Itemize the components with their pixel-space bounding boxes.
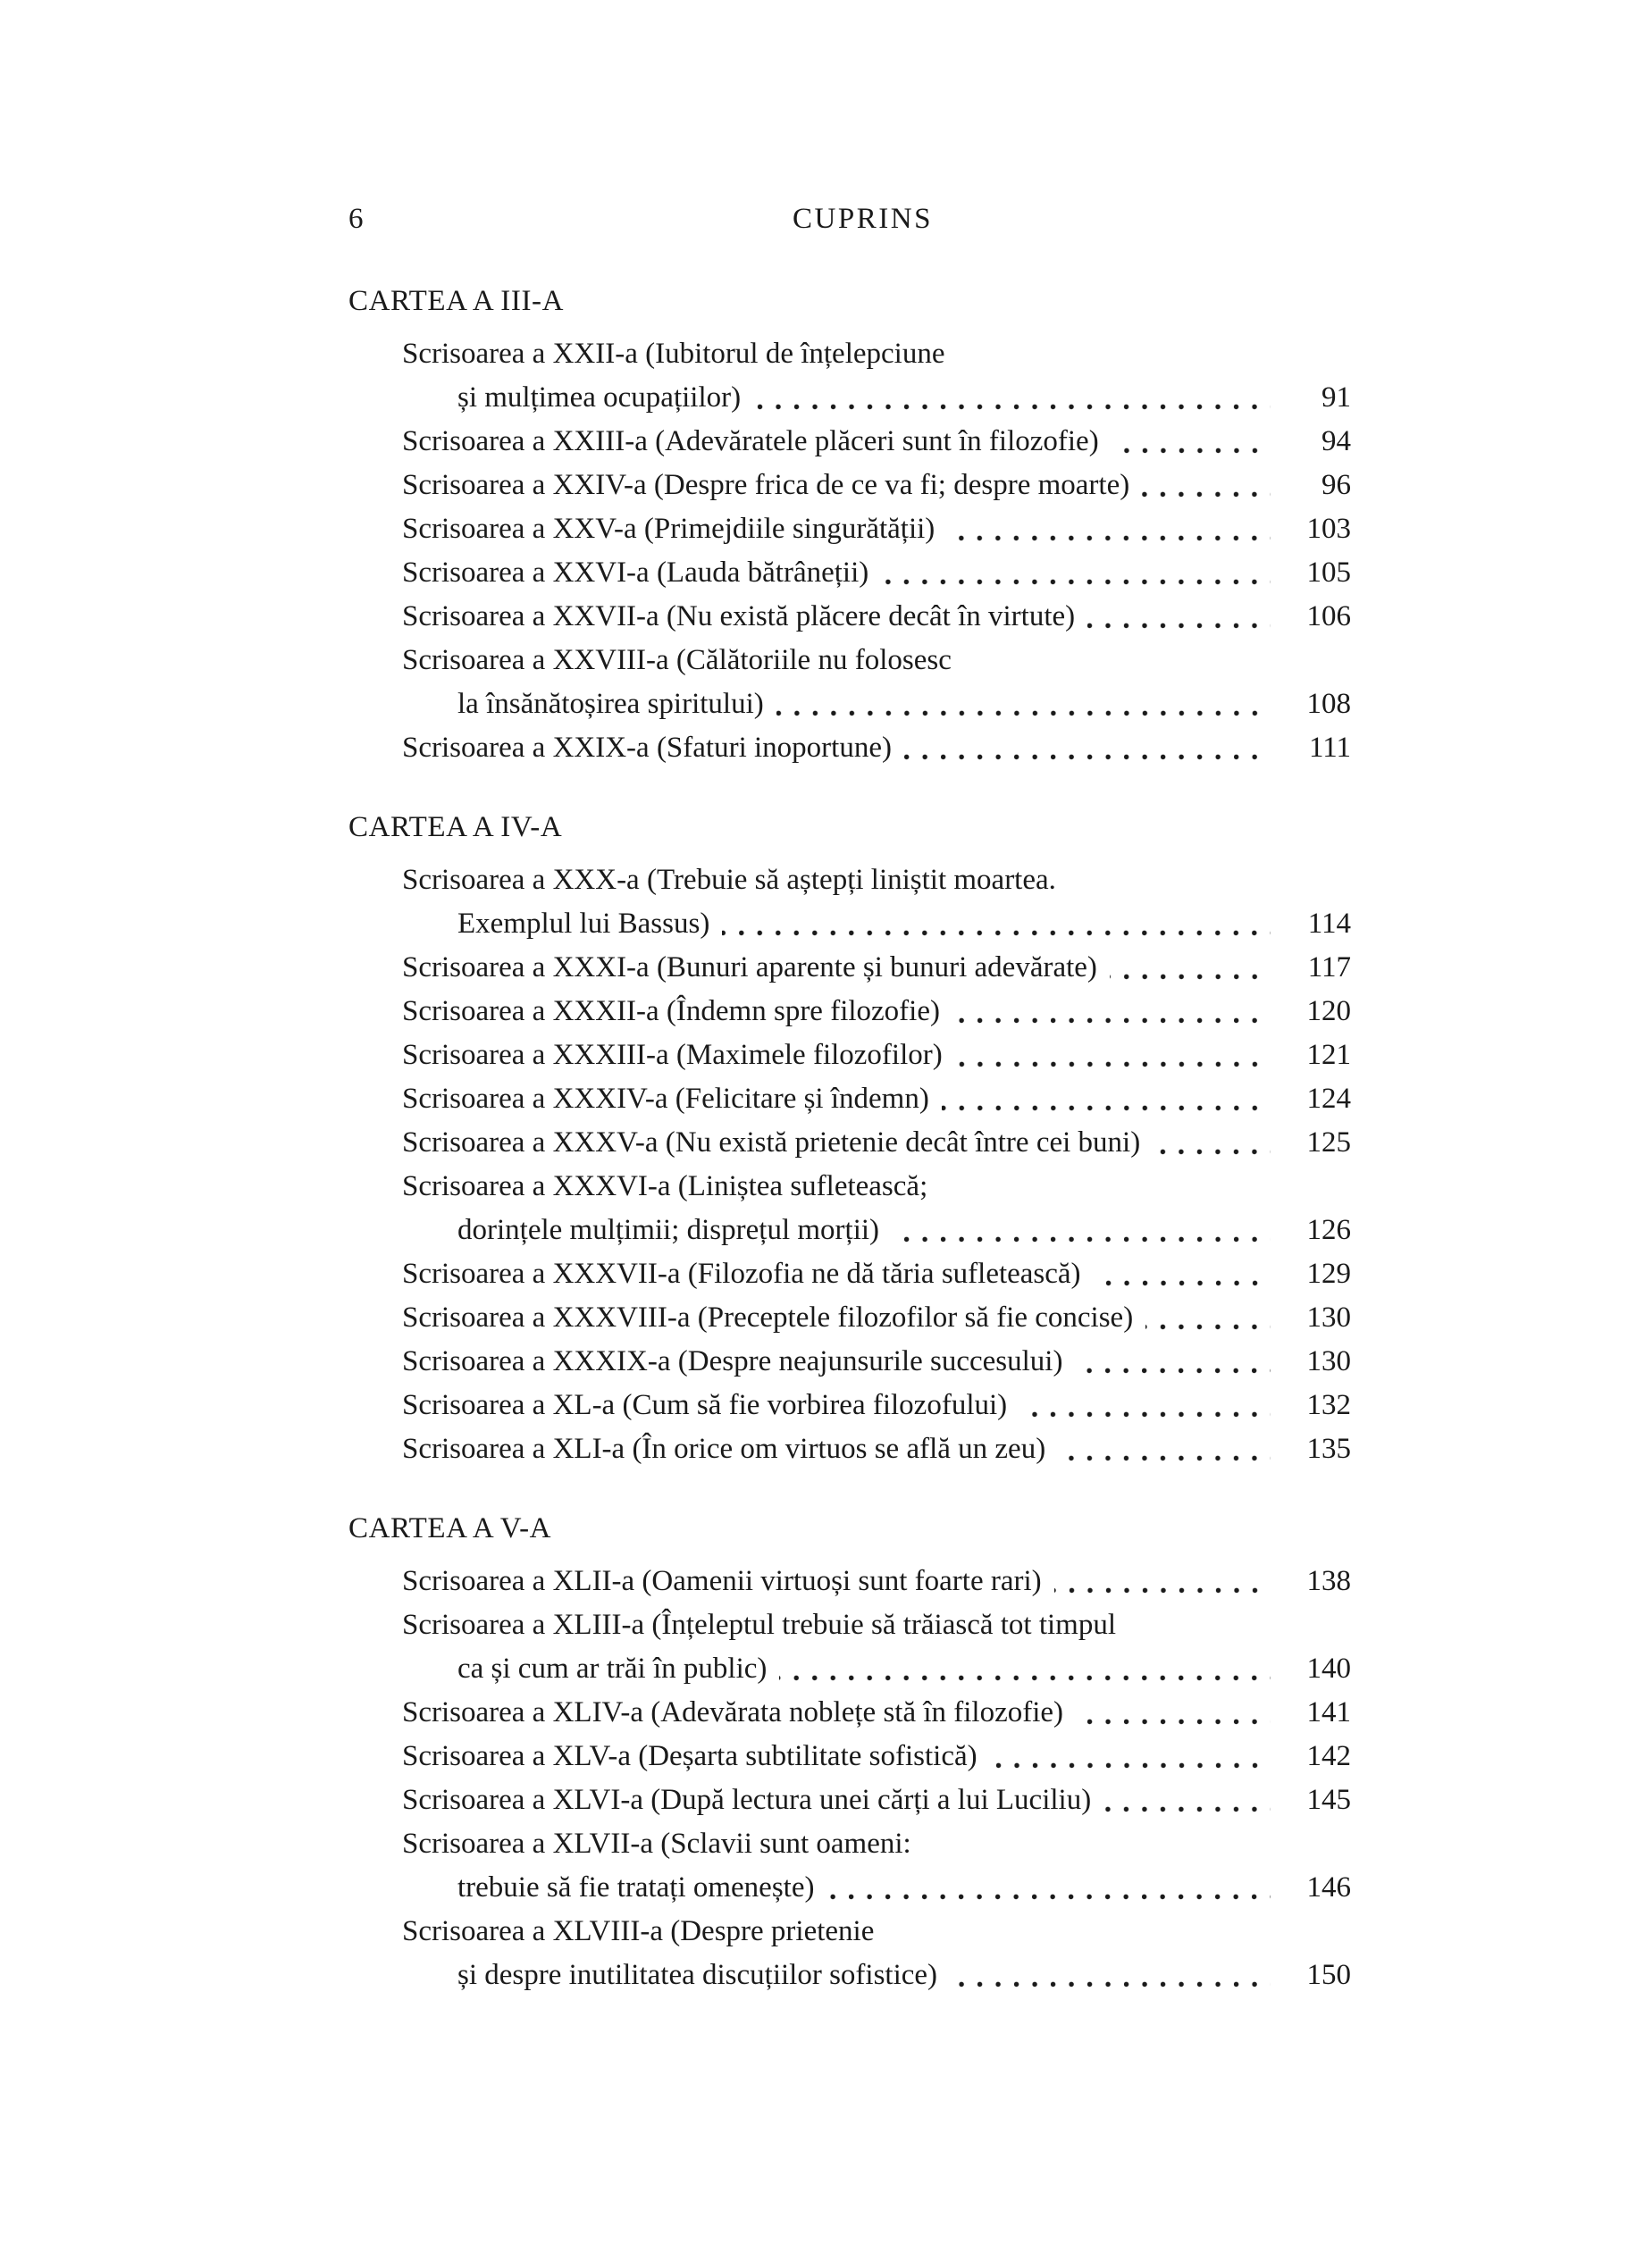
dot-leader bbox=[942, 1105, 1271, 1111]
dot-leader bbox=[826, 1894, 1271, 1900]
entry-page-number: 145 bbox=[1306, 1784, 1351, 1816]
entry-text: la însănătoșirea spiritului) bbox=[457, 688, 764, 720]
entry-text: Scrisoarea a XLVIII-a (Despre prietenie bbox=[402, 1915, 875, 1947]
dot-leader bbox=[950, 1981, 1271, 1988]
dot-leader bbox=[1145, 1324, 1271, 1330]
toc-entry-row bbox=[348, 682, 1351, 726]
toc-entry-row bbox=[348, 376, 1351, 420]
toc-entry-row bbox=[348, 332, 1351, 376]
dot-leader bbox=[1054, 1587, 1271, 1594]
entry-page-number: 106 bbox=[1306, 600, 1351, 632]
entry-text: și mulțimea ocupațiilor) bbox=[457, 381, 742, 414]
table-of-contents bbox=[348, 197, 1351, 1997]
toc-entry-row bbox=[348, 1077, 1351, 1121]
toc-entry-row bbox=[348, 639, 1351, 682]
dot-leader bbox=[881, 579, 1271, 585]
dot-leader bbox=[1087, 623, 1271, 629]
page-header-row bbox=[348, 197, 1351, 241]
dot-leader bbox=[947, 535, 1271, 541]
toc-sections bbox=[348, 280, 1351, 1997]
toc-entry-row bbox=[348, 990, 1351, 1034]
entry-page-number: 94 bbox=[1321, 425, 1351, 457]
dot-leader bbox=[722, 930, 1271, 936]
toc-entry-row bbox=[348, 1384, 1351, 1427]
toc-entry-row bbox=[348, 1778, 1351, 1822]
dot-leader bbox=[955, 1061, 1271, 1067]
toc-entry-row bbox=[348, 1209, 1351, 1252]
entry-page-number: 150 bbox=[1306, 1959, 1351, 1991]
entry-page-number: 103 bbox=[1306, 513, 1351, 545]
entry-page-number: 96 bbox=[1321, 469, 1351, 501]
dot-leader bbox=[952, 1017, 1271, 1024]
entry-text: Scrisoarea a XXII-a (Iubitorul de înțelepciune bbox=[402, 338, 945, 370]
page-number-folio: 6 bbox=[348, 203, 364, 235]
dot-leader bbox=[1103, 1806, 1271, 1812]
entry-text: Scrisoarea a XXVI-a (Lauda bătrâneții) bbox=[402, 557, 869, 589]
dot-leader bbox=[1142, 491, 1271, 498]
entry-page-number: 132 bbox=[1306, 1389, 1351, 1421]
entry-page-number: 140 bbox=[1306, 1653, 1351, 1685]
entry-text: Scrisoarea a XXX-a (Trebuie să aștepți liniștit moartea. bbox=[402, 864, 1056, 896]
toc-entry-row bbox=[348, 1252, 1351, 1296]
toc-entry-row bbox=[348, 1034, 1351, 1077]
dot-leader bbox=[1094, 1280, 1271, 1286]
dot-leader bbox=[1112, 448, 1271, 454]
entry-page-number: 111 bbox=[1308, 732, 1351, 764]
dot-leader bbox=[1075, 1368, 1271, 1374]
entry-text: Scrisoarea a XXXIX-a (Despre neajunsurile succesului) bbox=[402, 1345, 1063, 1377]
dot-leader bbox=[779, 1675, 1271, 1681]
entry-text: dorințele mulțimii; disprețul morții) bbox=[457, 1214, 880, 1246]
section-title: CARTEA A V-A bbox=[348, 1512, 552, 1544]
entry-text: Scrisoarea a XXXII-a (Îndemn spre filozofie) bbox=[402, 995, 940, 1027]
toc-entry-row bbox=[348, 858, 1351, 902]
entry-text: Scrisoarea a XXXV-a (Nu există prietenie decât între cei buni) bbox=[402, 1126, 1141, 1159]
toc-entry-row bbox=[348, 1560, 1351, 1603]
entry-page-number: 121 bbox=[1306, 1039, 1351, 1071]
toc-entry-row bbox=[348, 946, 1351, 990]
toc-entry-row bbox=[348, 1647, 1351, 1691]
dot-leader bbox=[990, 1762, 1271, 1769]
entry-text: Scrisoarea a XLIV-a (Adevărata noblețe stă în filozofie) bbox=[402, 1696, 1064, 1728]
entry-page-number: 141 bbox=[1306, 1696, 1351, 1728]
toc-entry-row bbox=[348, 1165, 1351, 1209]
entry-text: ca și cum ar trăi în public) bbox=[457, 1653, 768, 1685]
toc-entry-row bbox=[348, 1822, 1351, 1866]
toc-entry-row bbox=[348, 726, 1351, 770]
toc-entry-row bbox=[348, 1121, 1351, 1165]
entry-text: trebuie să fie tratați omenește) bbox=[457, 1871, 815, 1904]
dot-leader bbox=[1110, 974, 1271, 980]
entry-page-number: 91 bbox=[1321, 381, 1351, 414]
entry-page-number: 117 bbox=[1307, 951, 1351, 983]
entry-page-number: 124 bbox=[1306, 1083, 1351, 1115]
section-title: CARTEA A IV-A bbox=[348, 811, 563, 843]
dot-leader bbox=[904, 754, 1271, 760]
dot-leader bbox=[1076, 1719, 1271, 1725]
entry-text: Scrisoarea a XXVIII-a (Călătoriile nu folosesc bbox=[402, 644, 952, 676]
toc-entry-row bbox=[348, 1427, 1351, 1471]
toc-entry-row bbox=[348, 1866, 1351, 1910]
toc-entry-row bbox=[348, 1910, 1351, 1954]
entry-text: Scrisoarea a XXIV-a (Despre frica de ce va fi; despre moarte) bbox=[402, 469, 1130, 501]
entry-text: Scrisoarea a XXXI-a (Bunuri aparente și bunuri adevărate) bbox=[402, 951, 1097, 983]
entry-text: Scrisoarea a XL-a (Cum să fie vorbirea filozofului) bbox=[402, 1389, 1008, 1421]
toc-entry-row bbox=[348, 551, 1351, 595]
entry-text: Scrisoarea a XXXIV-a (Felicitare și îndemn) bbox=[402, 1083, 929, 1115]
entry-page-number: 130 bbox=[1306, 1345, 1351, 1377]
dot-leader bbox=[892, 1236, 1271, 1243]
entry-page-number: 105 bbox=[1306, 557, 1351, 589]
entry-page-number: 108 bbox=[1306, 688, 1351, 720]
section-title: CARTEA A III-A bbox=[348, 285, 565, 317]
dot-leader bbox=[1058, 1455, 1271, 1461]
entry-text: Scrisoarea a XLVII-a (Sclavii sunt oameni: bbox=[402, 1828, 911, 1860]
toc-section bbox=[348, 806, 1351, 1471]
entry-page-number: 126 bbox=[1306, 1214, 1351, 1246]
entry-page-number: 135 bbox=[1306, 1433, 1351, 1465]
toc-section bbox=[348, 1507, 1351, 1997]
toc-entry-row bbox=[348, 464, 1351, 507]
entry-page-number: 142 bbox=[1306, 1740, 1351, 1772]
toc-section bbox=[348, 280, 1351, 770]
entry-text: Scrisoarea a XXXVI-a (Liniștea sufletească; bbox=[402, 1170, 928, 1202]
dot-leader bbox=[753, 404, 1271, 410]
entry-text: Scrisoarea a XLVI-a (După lectura unei cărți a lui Luciliu) bbox=[402, 1784, 1092, 1816]
entry-text: și despre inutilitatea discuțiilor sofistice) bbox=[457, 1959, 938, 1991]
toc-entry-row bbox=[348, 902, 1351, 946]
toc-entry-row bbox=[348, 1603, 1351, 1647]
entry-text: Scrisoarea a XXVII-a (Nu există plăcere decât în virtute) bbox=[402, 600, 1076, 632]
toc-entry-row bbox=[348, 1954, 1351, 1997]
entry-page-number: 125 bbox=[1306, 1126, 1351, 1159]
entry-text: Scrisoarea a XXIX-a (Sfaturi inoportune) bbox=[402, 732, 892, 764]
entry-text: Scrisoarea a XXXVII-a (Filozofia ne dă tăria sufletească) bbox=[402, 1258, 1081, 1290]
dot-leader bbox=[776, 710, 1271, 716]
entry-page-number: 114 bbox=[1307, 908, 1351, 940]
dot-leader bbox=[1153, 1149, 1271, 1155]
entry-page-number: 146 bbox=[1306, 1871, 1351, 1904]
entry-page-number: 130 bbox=[1306, 1301, 1351, 1334]
entry-page-number: 138 bbox=[1306, 1565, 1351, 1597]
entry-text: Scrisoarea a XXXVIII-a (Preceptele filozofilor să fie concise) bbox=[402, 1301, 1134, 1334]
entry-text: Scrisoarea a XXV-a (Primejdiile singurătății) bbox=[402, 513, 935, 545]
toc-entry-row bbox=[348, 1735, 1351, 1778]
entry-text: Exemplul lui Bassus) bbox=[457, 908, 710, 940]
entry-text: Scrisoarea a XLV-a (Deșarta subtilitate sofistică) bbox=[402, 1740, 977, 1772]
toc-entry-row bbox=[348, 507, 1351, 551]
toc-entry-row bbox=[348, 595, 1351, 639]
entry-text: Scrisoarea a XXXIII-a (Maximele filozofilor) bbox=[402, 1039, 943, 1071]
entry-text: Scrisoarea a XLIII-a (Înțeleptul trebuie să trăiască tot timpul bbox=[402, 1609, 1116, 1641]
toc-entry-row bbox=[348, 420, 1351, 464]
toc-entry-row bbox=[348, 1296, 1351, 1340]
toc-entry-row bbox=[348, 1691, 1351, 1735]
entry-text: Scrisoarea a XXIII-a (Adevăratele plăceri sunt în filozofie) bbox=[402, 425, 1099, 457]
entry-text: Scrisoarea a XLI-a (În orice om virtuos se află un zeu) bbox=[402, 1433, 1046, 1465]
entry-text: Scrisoarea a XLII-a (Oamenii virtuoși sunt foarte rari) bbox=[402, 1565, 1042, 1597]
page-title: CUPRINS bbox=[793, 203, 933, 235]
toc-entry-row bbox=[348, 1340, 1351, 1384]
dot-leader bbox=[1019, 1411, 1271, 1418]
entry-page-number: 120 bbox=[1306, 995, 1351, 1027]
entry-page-number: 129 bbox=[1306, 1258, 1351, 1290]
